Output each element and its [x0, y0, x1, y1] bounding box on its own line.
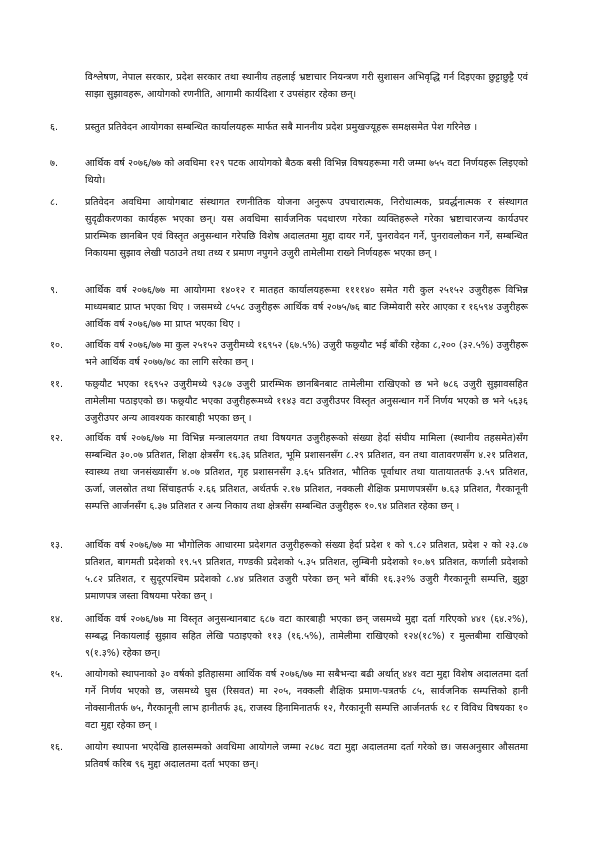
list-item-8 — [50, 195, 528, 263]
list-item-15 — [50, 667, 528, 735]
list-item-6 — [50, 120, 528, 137]
item-text: आर्थिक वर्ष २०७६/७७ मा कुल २५१५२ उजुरीमध्ये १६९५२ (६७.५%) उजुरी फछ्र्यौट भई बाँकी रहेका ८,२०० (३२.५%) उजुरीहरू भने आर्थिक वर्ष २०७७/७८ का लागि सरेका छन् । — [85, 340, 528, 368]
item-text: प्रस्तुत प्रतिवेदन आयोगका सम्बन्धित कार्यालयहरू मार्फत सबै माननीय प्रदेश प्रमुखज्यूहरू समक्षसमेत पेश गरिनेछ । — [85, 122, 478, 133]
item-text: आर्थिक वर्ष २०७६/७७ को अवधिमा १२९ पटक आयोगको बैठक बसी विभिन्न विषयहरूमा गरी जम्मा ७५५ वटा निर्णयहरू लिइएको थियो। — [85, 158, 528, 186]
item-number: १२. — [50, 433, 64, 444]
item-text: आर्थिक वर्ष २०७६/७७ मा आयोगमा १४०१२ र मातहत कार्यालयहरूमा ११११४० समेत गरी कुल २५१५२ उजुरीहरू विभिन्न माध्यमबाट प्राप्त भएका थिए । जसमध्ये ८५५८ उजुरीहरू आर्थिक वर्ष २०७५/७६ बाट जिम्मेवारी सरेर आएका र १६५९४ उजुरीहरू आर्थिक वर्ष २०७६/७७ मा प्राप्त भएका थिए । — [85, 285, 528, 330]
item-number: ७. — [50, 158, 59, 169]
item-number: ८. — [50, 197, 59, 208]
lead-paragraph: विश्लेषण, नेपाल सरकार, प्रदेश सरकार तथा स्थानीय तहलाई भ्रष्टाचार नियन्त्रण गरी सुशासन अभिवृद्धि गर्न दिइएका छुट्टाछुट्टै एवं साझा सुझावहरू, आयोगको रणनीति, आगामी कार्यदिशा र उपसंहार रहेका छन्। — [85, 72, 528, 100]
item-text: आयोग स्थापना भएदेखि हालसम्मको अवधिमा आयोगले जम्मा २८७८ वटा मुद्दा अदालतमा दर्ता गरेको छ। जसअनुसार औसतमा प्रतिवर्ष करिब ९६ मुद्दा अदालतमा दर्ता भएका छन्। — [85, 742, 528, 770]
item-text: आर्थिक वर्ष २०७६/७७ मा भौगोलिक आधारमा प्रदेशगत उजुरीहरूको संख्या हेर्दा प्रदेश १ को ९.८२ प्रतिशत, प्रदेश २ को २३.८७ प्रतिशत, बागमती प्रदेशको १९.५९ प्रतिशत, गण्डकी प्रदेशको ५.३५ प्रतिशत, लुम्बिनी प्रदेशको १०.७९ प्रतिशत, कर्णाली प्रदेशको ५.८२ प्रतिशत, र सुदूरपश्चिम प्रदेशको ८.४४ प्रतिशत उजुरी परेका छन् भने बाँकी १६.३२% उजुरी गैरकानूनी सम्पत्ति, झुठ्ठा प्रमाणपत्र जस्ता विषयमा परेका छन् । — [85, 540, 528, 602]
item-number: ९. — [50, 285, 59, 296]
list-item-13 — [50, 538, 528, 606]
item-text: फछ्र्यौट भएका १६९५२ उजुरीमध्ये ९३८७ उजुरी प्रारम्भिक छानबिनबाट तामेलीमा राखिएको छ भने ७८६ उजुरी सुझावसहित तामेलीमा पठाइएको छ। फछ्र्यौट भएका उजुरीहरूमध्ये ११४३ वटा उजुरीउपर विस्तृत अनुसन्धान गर्ने निर्णय भएको छ भने ५६३६ उजुरीउपर अन्य आवश्यक कारबाही भएका छन् । — [85, 379, 528, 424]
list-item-12 — [50, 431, 528, 516]
item-number: १४. — [50, 614, 64, 625]
list-item-9 — [50, 283, 528, 334]
item-text: आर्थिक वर्ष २०७६/७७ मा विभिन्न मन्त्रालयगत तथा विषयगत उजुरीहरूको संख्या हेर्दा संघीय मामिला (स्थानीय तहसमेत)सँग सम्बन्धित ३०.०७ प्रतिशत, शिक्षा क्षेत्रसँग १६.३६ प्रतिशत, भूमि प्रशासनसँग ८.२९ प्रतिशत, वन तथा वातावरणसँग ४.२१ प्रतिशत, स्वास्थ्य तथा जनसंख्यासँग ४.०७ प्रतिशत, गृह प्रशासनसँग ३.६५ प्रतिशत, भौतिक पूर्वाधार तथा यातायाततर्फ ३.५९ प्रतिशत, ऊर्जा, जलस्रोत तथा सिंचाइतर्फ २.६६ प्रतिशत, अर्थतर्फ २.१७ प्रतिशत, नक्कली शैक्षिक प्रमाणपत्रसँग ७.६३ प्रतिशत, गैरकानूनी सम्पत्ति आर्जनसँग ६.३७ प्रतिशत र अन्य निकाय तथा क्षेत्रसँग सम्बन्धित उजुरीहरू १०.९४ प्रतिशत रहेका छन् । — [85, 433, 528, 512]
list-item-14 — [50, 612, 528, 663]
item-text: प्रतिवेदन अवधिमा आयोगबाट संस्थागत रणनीतिक योजना अनुरूप उपचारात्मक, निरोधात्मक, प्रवर्द्धनात्मक र संस्थागत सुदृढीकरणका कार्यहरू भएका छन्। यस अवधिमा सार्वजनिक पदधारण गरेका व्यक्तिहरूले गरेका भ्रष्टाचारजन्य कार्यउपर प्रारम्भिक छानबिन एवं विस्तृत अनुसन्धान गरेपछि विशेष अदालतमा मुद्दा दायर गर्ने, पुनरावेदन गर्ने, पुनरावलोकन गर्ने, सम्बन्धित निकायमा सुझाव लेखी पठाउने तथा तथ्य र प्रमाण नपुगने उजुरी तामेलीमा राख्ने निर्णयहरू भएका छन् । — [85, 197, 528, 259]
item-number: १५. — [50, 669, 64, 680]
item-text: आयोगको स्थापनाको ३० वर्षको इतिहासमा आर्थिक वर्ष २०७६/७७ मा सबैभन्दा बढी अर्थात् ४४१ वटा मुद्दा विशेष अदालतमा दर्ता गर्ने निर्णय भएको छ, जसमध्ये घुस (रिसवत) मा २०५, नक्कली शैक्षिक प्रमाण-पत्रतर्फ ८५, सार्वजनिक सम्पत्तिको हानी नोक्सानीतर्फ ७५, गैरकानूनी लाभ हानीतर्फ ३६, राजस्व हिनामिनातर्फ १२, गैरकानूनी सम्पत्ति आर्जनतर्फ १८ र विविध विषयका १० वटा मुद्दा रहेका छन् । — [85, 669, 528, 731]
item-number: १३. — [50, 540, 64, 551]
item-number: १६. — [50, 742, 64, 753]
list-item-16 — [50, 740, 528, 774]
item-number: ६. — [50, 122, 59, 133]
list-item-10 — [50, 338, 528, 372]
item-number: ११. — [50, 379, 64, 390]
item-number: १०. — [50, 340, 64, 351]
list-item-11 — [50, 377, 528, 428]
list-item-7 — [50, 156, 528, 190]
item-text: आर्थिक वर्ष २०७६/७७ मा विस्तृत अनुसन्धानबाट ६८७ वटा कारबाही भएका छन् जसमध्ये मुद्दा दर्ता गरिएको ४४१ (६४.२%), सम्बद्ध निकायलाई सुझाव सहित लेखि पठाइएको ११३ (१६.५%), तामेलीमा राखिएको १२४(१८%) र मुल्तबीमा राखिएको ९(१.३%) रहेका छन्। — [85, 614, 528, 659]
